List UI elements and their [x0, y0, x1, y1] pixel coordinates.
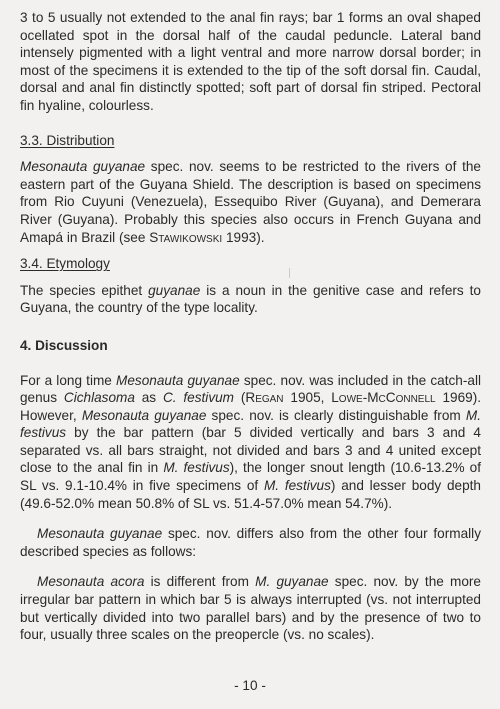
text-run: ( — [234, 390, 246, 406]
species-name: Mesonauta guyanae — [20, 159, 146, 175]
text-run: spec. nov. is clearly distinguishable from — [206, 407, 466, 423]
text-run: For a long time — [20, 372, 117, 388]
species-name: M. festivus — [20, 407, 481, 441]
text-run: The species epithet — [20, 282, 149, 298]
species-name: Mesonauta guyanae — [116, 372, 240, 388]
text-run: 1969). However, — [20, 390, 481, 423]
section-heading-discussion: 4. Discussion — [20, 337, 108, 353]
citation-author: McConnell — [367, 390, 436, 406]
text-run: spec. nov. was included in the catch-all genus — [20, 372, 481, 406]
text-run: spec. nov. seems to be restricted to the rivers of the eastern part of the Guyana Shield. The description is based on specimens from Rio Cuyuni (Venezuela), Essequibo River (Guyana), and Demerara River (Guyana). Probably this species also occurs in French Guyana and Amapá in Brazil (see — [20, 159, 481, 245]
text-run: ) and lesser body depth (49.6-52.0% mean 50.8% of SL vs. 51.4-57.0% mean 54.7%). — [20, 478, 481, 511]
species-name: Mesonauta guyanae — [37, 526, 163, 542]
paragraph-etymology — [20, 282, 481, 317]
species-name: Mesonauta acora — [37, 574, 145, 590]
citation-author: 1905, Lowe- — [283, 390, 368, 406]
species-name: C. festivum — [162, 390, 234, 406]
paragraph-discussion-2 — [20, 525, 481, 560]
text-run: ), the longer snout length (10.6-13.2% of SL vs. 9.1-10.4% in five specimens of — [20, 460, 481, 494]
species-epithet: guyanae — [148, 282, 201, 298]
text-run: spec. nov. by the more irregular bar pattern in which bar 5 is always interrupted (vs. not interrupted but vertically divided into two parallel bars) and by the presence of two to four, usually three scales on the preopercle (vs. no scales). — [20, 574, 481, 643]
document-page — [20, 9, 481, 644]
paragraph-discussion-1 — [20, 372, 481, 513]
species-name: Mesonauta guyanae — [81, 407, 207, 423]
page-number: - 10 - — [234, 678, 266, 693]
paragraph-distribution — [20, 158, 481, 246]
text-run: by the bar pattern (bar 5 divided vertically and bars 3 and 4 separated vs. all bars straight, not divided and bars 3 and 4 united except close to the anal fin in — [20, 425, 481, 476]
text-run: as — [134, 390, 163, 406]
species-name: M. festivus — [163, 460, 230, 476]
species-name: M. festivus — [263, 478, 331, 494]
genus-name: Cichlasoma — [63, 390, 135, 406]
text-run: spec. nov. differs also from the other four formally described species as follows: — [20, 526, 481, 559]
citation-author: Stawikowski — [149, 229, 223, 245]
text-run: is different from — [144, 574, 256, 590]
section-heading-distribution: 3.3. Distribution — [20, 132, 115, 148]
species-name: M. guyanae — [255, 574, 329, 590]
paragraph-discussion-3 — [20, 573, 481, 643]
text-run: is a noun in the genitive case and refers to Guyana, the country of the type locality. — [20, 282, 481, 316]
paragraph-bar-description: 3 to 5 usually not extended to the anal fin rays; bar 1 forms an oval shaped ocellated spot in the dorsal half of the caudal peduncle. Lateral band intensely pigmented with a light ventral and more narrow dorsal border; in most of the specimens it is extended to the tip of the soft dorsal fin. Caudal, dorsal and anal fin distinctly spotted; soft part of dorsal fin striped. Pectoral fin hyaline, colourless. — [20, 10, 481, 113]
citation-author: Regan — [245, 390, 284, 406]
section-heading-etymology: 3.4. Etymology — [20, 256, 110, 272]
scan-mark — [289, 268, 290, 278]
text-run: 1993). — [222, 229, 265, 245]
